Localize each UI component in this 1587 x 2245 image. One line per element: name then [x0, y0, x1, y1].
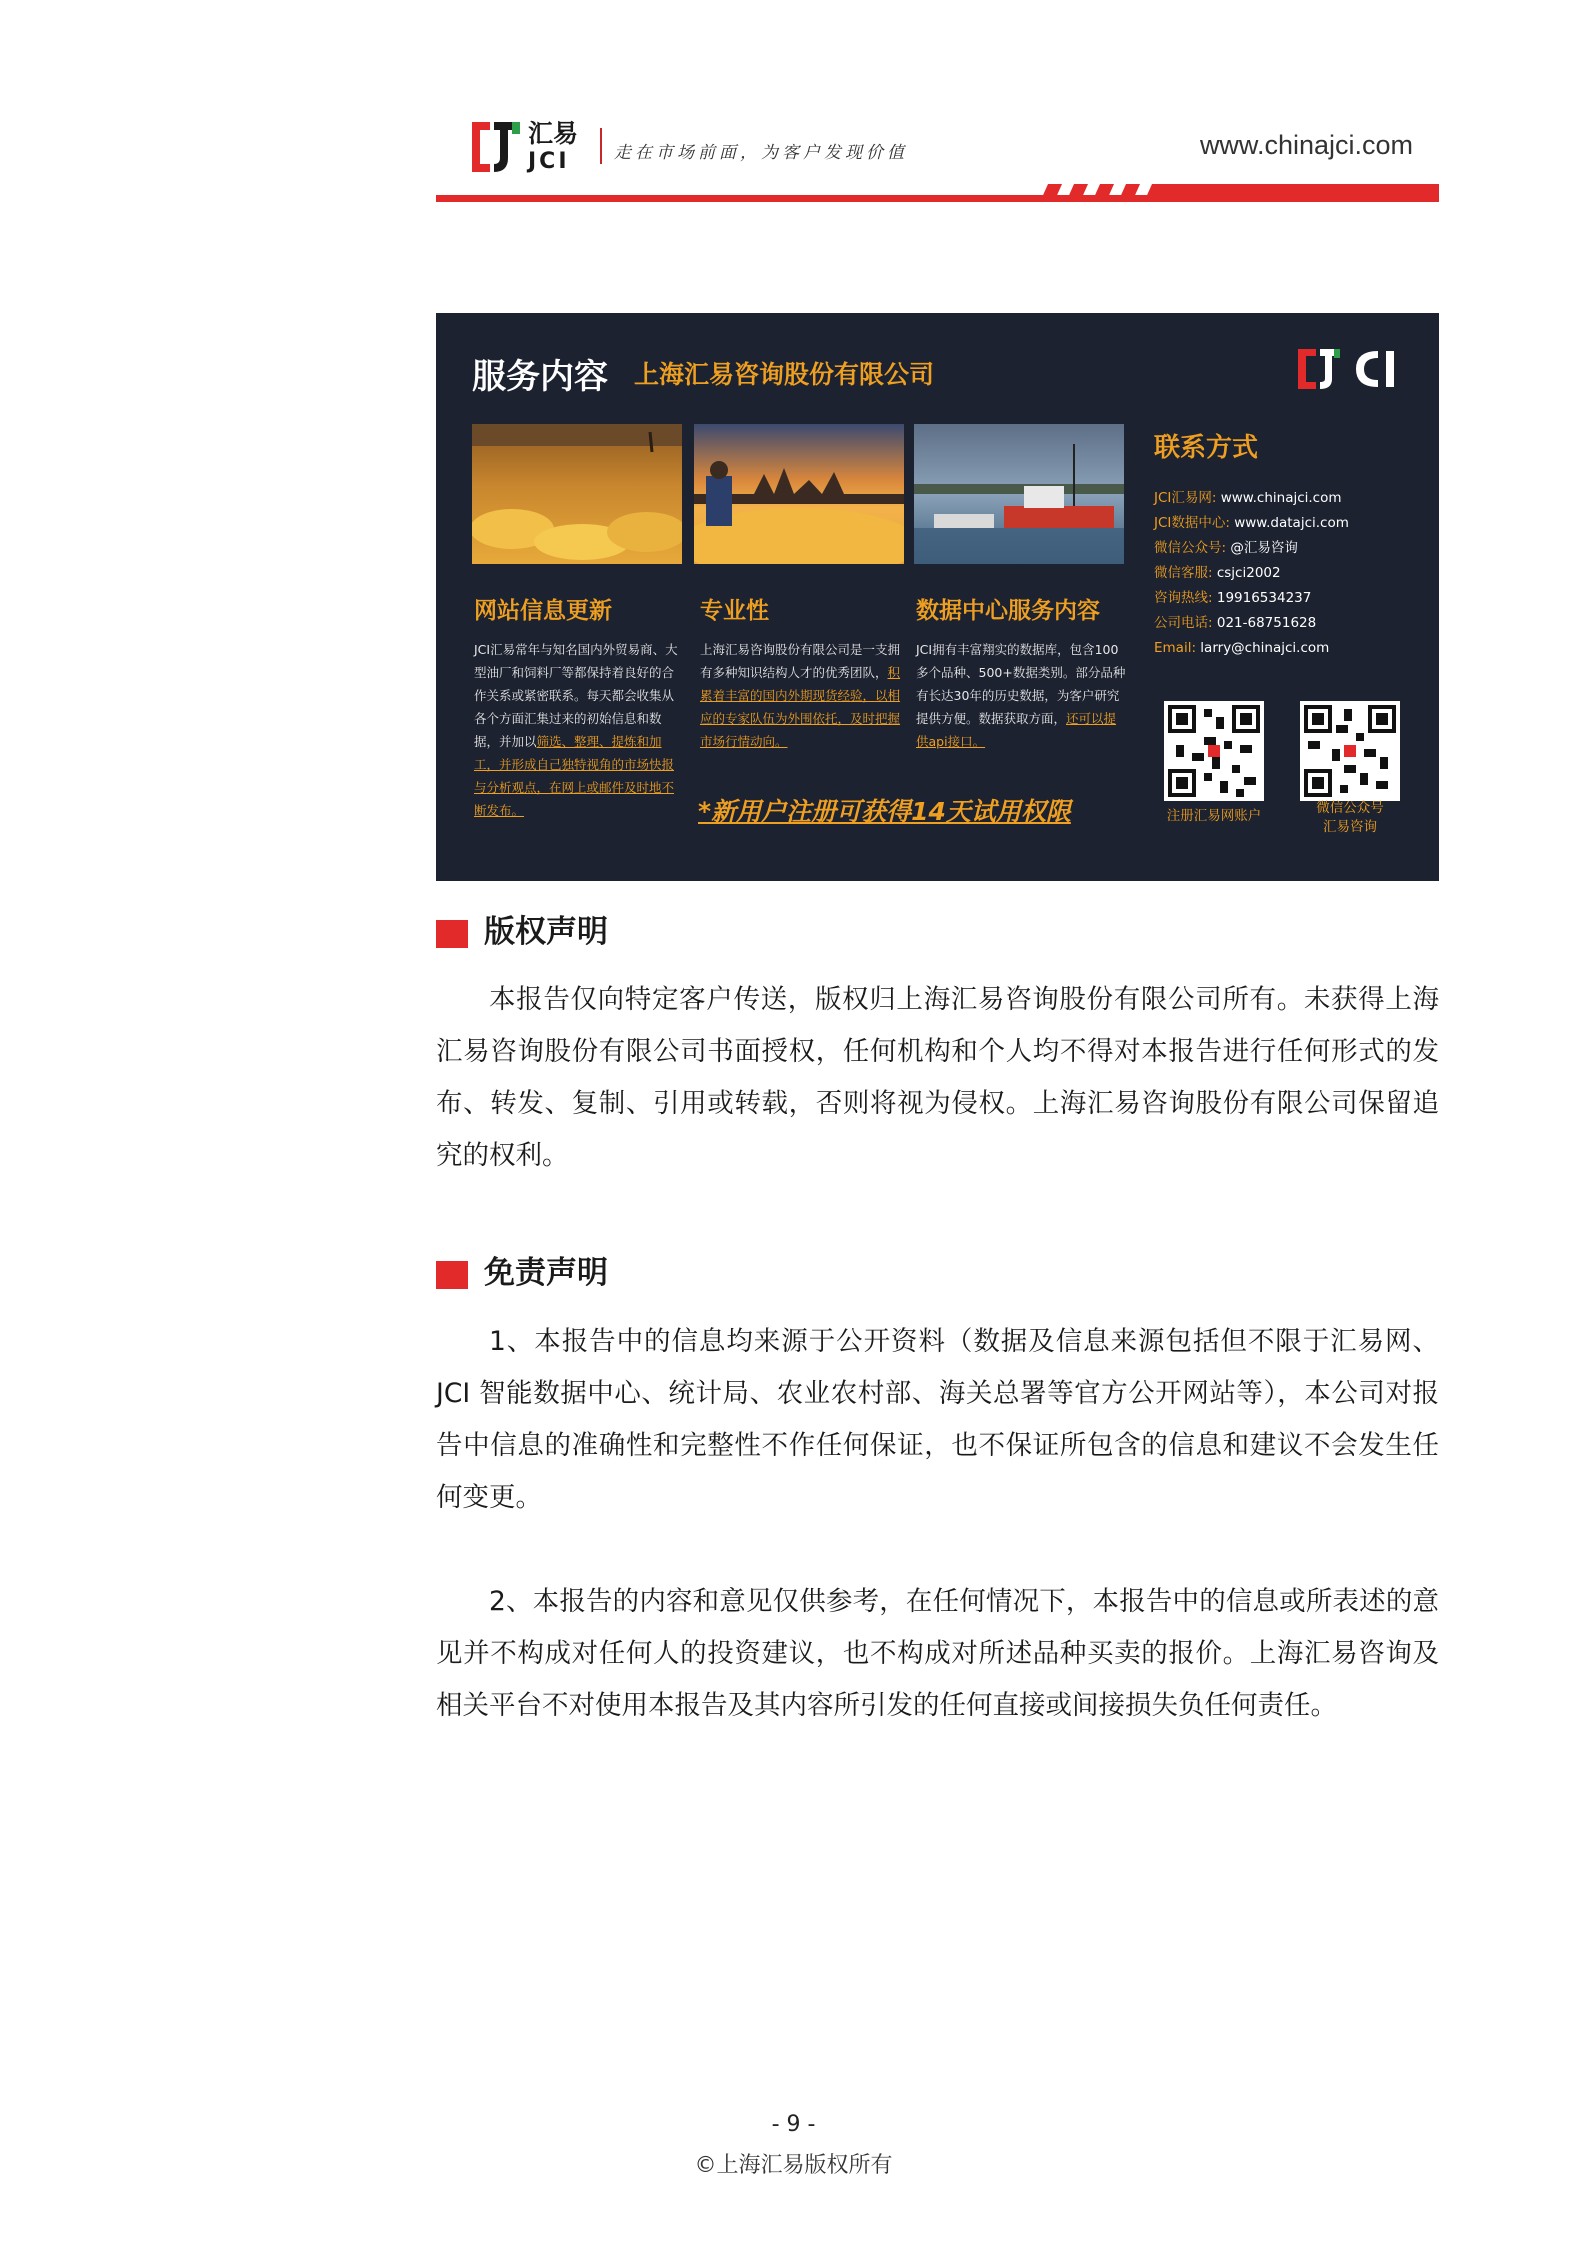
header-red-bar [436, 182, 1439, 202]
register-qr-code-icon[interactable] [1164, 701, 1264, 801]
harbor-boats-photo [914, 424, 1124, 564]
col1-text-highlight: 筛选、整理、提炼和加工，并形成自己独特视角的市场快报与分析观点，在网上或邮件及时地不断发布。 [474, 734, 675, 818]
website-link[interactable]: www.chinajci.com [1199, 130, 1413, 160]
page-number: - 9 - [771, 2112, 816, 2137]
col2-text-highlight: 积累着丰富的国内外期现货经验，以相应的专家队伍为外围依托，及时把握市场行情动向。 [700, 665, 901, 749]
service-banner [436, 313, 1439, 881]
col2-text-plain: 上海汇易咨询股份有限公司是一支拥有多种知识结构人才的优秀团队， [700, 642, 901, 680]
banner-company: 上海汇易咨询股份有限公司 [634, 360, 935, 389]
brand-name [528, 120, 578, 176]
col2-text [700, 638, 910, 753]
qr1-caption: 注册汇易网账户 [1166, 808, 1262, 824]
sunset-grain-photo [694, 424, 904, 564]
contact-item: 微信客服: csjci2002 [1154, 565, 1281, 581]
contact-list [1154, 486, 1349, 661]
col1-text [474, 638, 684, 822]
col3-text-plain: JCI拥有丰富翔实的数据库，包含100多个品种、500+数据类别。部分品种有长达30年的历史数据，为客户研究提供方便。数据获取方面， [916, 642, 1126, 726]
slogan: 走在市场前面，为客户发现价值 [614, 143, 908, 163]
col2-heading: 专业性 [700, 598, 769, 624]
disclaimer-para-1: 1、本报告中的信息均来源于公开资料（数据及信息来源包括但不限于汇易网、JCI 智能数据中心、统计局、农业农村部、海关总署等官方公开网站等），本公司对报告中信息的准确性和完整性不作任何保证，也不保证所包含的信息和建议不会发生任何变更。 [436, 1326, 1439, 1513]
col3-text [916, 638, 1126, 753]
disclaimer-para-2: 2、本报告的内容和意见仅供参考，在任何情况下，本报告中的信息或所表述的意见并不构成对任何人的投资建议，也不构成对所述品种买卖的报价。上海汇易咨询及相关平台不对使用本报告及其内容所引发的任何直接或间接损失负任何责任。 [436, 1586, 1439, 1721]
jci-banner-logo-icon [1296, 345, 1400, 393]
col1-heading: 网站信息更新 [474, 598, 612, 624]
contact-item: 微信公众号: @汇易咨询 [1154, 540, 1298, 556]
col3-heading: 数据中心服务内容 [916, 598, 1100, 624]
copyright-heading-text: 版权声明 [484, 914, 608, 950]
contact-item: 咨询热线: 19916534237 [1154, 590, 1312, 606]
free-trial-banner: *新用户注册可获得14天试用权限 [698, 797, 1071, 826]
col3-text-highlight: 还可以提供api接口。 [916, 711, 1117, 749]
brand-en: JCI [528, 149, 570, 174]
page-header [436, 118, 1439, 202]
contact-item: Email: larry@chinajci.com [1154, 640, 1330, 656]
corn-field-photo [472, 424, 682, 564]
qr2-caption: 微信公众号 汇易咨询 [1316, 800, 1384, 835]
section-marker-icon [436, 1261, 468, 1289]
jci-logo-icon [468, 118, 524, 176]
contact-heading: 联系方式 [1154, 433, 1259, 463]
brand-cn: 汇易 [528, 119, 579, 148]
banner-title: 服务内容 [472, 357, 608, 397]
disclaimer-heading-text: 免责声明 [484, 1255, 608, 1291]
copyright-body: 本报告仅向特定客户传送，版权归上海汇易咨询股份有限公司所有。未获得上海汇易咨询股份有限公司书面授权，任何机构和个人均不得对本报告进行任何形式的发布、转发、复制、引用或转载，否则将视为侵权。上海汇易咨询股份有限公司保留追究的权利。 [436, 984, 1439, 1171]
wechat-qr-code-icon[interactable] [1300, 701, 1400, 801]
section-marker-icon [436, 920, 468, 948]
contact-item: 公司电话: 021-68751628 [1154, 615, 1317, 631]
footer-copyright: ©上海汇易版权所有 [694, 2153, 893, 2178]
contact-item: JCI汇易网: www.chinajci.com [1154, 490, 1342, 506]
contact-item: JCI数据中心: www.datajci.com [1154, 515, 1349, 531]
header-divider [600, 128, 602, 164]
col1-text-plain: JCI汇易常年与知名国内外贸易商、大型油厂和饲料厂等都保持着良好的合作关系或紧密联系。每天都会收集从各个方面汇集过来的初始信息和数据，并加以 [474, 642, 678, 749]
